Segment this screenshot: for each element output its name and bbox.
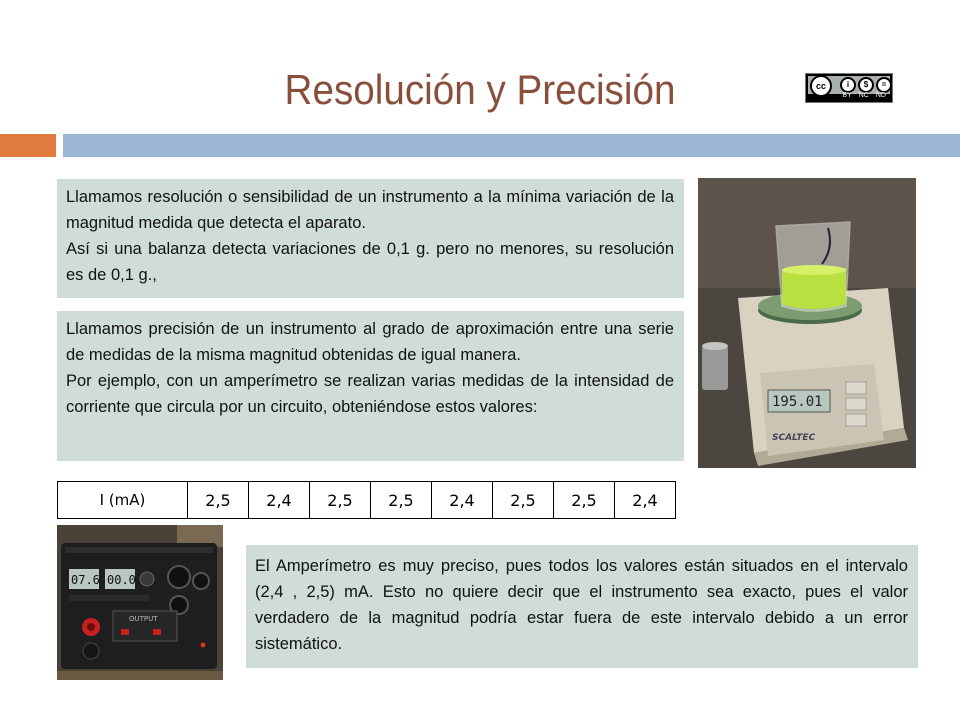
precision-definition-text: Llamamos precisión de un instrumento al grado de aproximación entre una serie de medidas de la misma magnitud obtenidas de igual manera. [66, 320, 674, 364]
balance-photo [698, 178, 916, 468]
precision-example-text: Por ejemplo, con un amperímetro se realizan varias medidas de la intensidad de corriente que circula por un circuito, obteniéndose estos valores: [66, 372, 674, 416]
license-label-nd: ND [875, 92, 886, 99]
measurement-cell: 2,5 [188, 482, 249, 519]
resolution-definition-text: Llamamos resolución o sensibilidad de un instrumento a la mínima variación de la magnitud medida que detecta el aparato. [66, 188, 674, 232]
measurement-cell: 2,4 [615, 482, 676, 519]
cc-logo-icon: cc [810, 75, 832, 97]
measurement-cell: 2,5 [554, 482, 615, 519]
ammeter-conclusion-box [246, 545, 918, 668]
resolution-example-text: Así si una balanza detecta variaciones de 0,1 g. pero no menores, su resolución es de 0,1 g., [66, 240, 674, 284]
balance-brand-label: SCALTEC [772, 433, 816, 443]
license-labels [808, 92, 890, 101]
measurement-cell: 2,4 [249, 482, 310, 519]
output-panel-label: OUTPUT [129, 615, 158, 623]
license-label-by: BY [842, 92, 852, 99]
balance-illustration [698, 178, 916, 468]
attribution-icon: i [840, 77, 856, 93]
measurements-table [57, 481, 676, 519]
header-divider-bar [63, 134, 960, 157]
page-title: Resolución y Precisión [284, 66, 676, 113]
noderivatives-icon: = [876, 77, 892, 93]
license-label-nc: NC [858, 92, 869, 99]
current-display-reading: 07.6 [71, 573, 100, 587]
power-supply-illustration [57, 525, 223, 680]
measurement-cell: 2,5 [493, 482, 554, 519]
current-header-cell: I (mA) [58, 482, 188, 519]
measurement-cell: 2,4 [432, 482, 493, 519]
power-supply-photo [57, 525, 223, 680]
measurement-cell: 2,5 [310, 482, 371, 519]
creative-commons-license-badge[interactable] [805, 73, 893, 103]
header-accent-bar [0, 134, 56, 157]
precision-definition-box [57, 311, 684, 461]
table-row [58, 482, 676, 519]
ammeter-conclusion-text: El Amperímetro es muy preciso, pues todos los valores están situados en el intervalo (2,4 , 2,5) mA. Esto no quiere decir que el instrumento sea exacto, pues el valor verdadero de la magnitud podría estar fuera de este intervalo debido a un error sistemático. [255, 557, 908, 653]
resolution-definition-box [57, 179, 684, 298]
noncommercial-icon: $ [858, 77, 874, 93]
balance-display-reading: 195.01 [772, 394, 823, 410]
voltage-display-reading: 00.0 [107, 573, 136, 587]
measurement-cell: 2,5 [371, 482, 432, 519]
